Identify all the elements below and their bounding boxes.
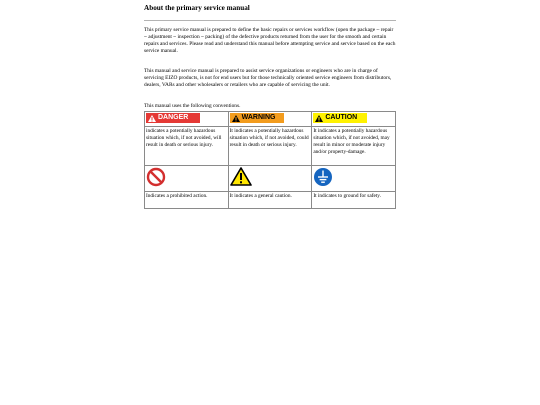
danger-description: indicates a potentially hazardous situation which, if not avoided, will result in death or serious injury. [145,127,229,166]
audience-paragraph: This manual and service manual is prepared to assist service organizations or engineers who are in charge of servicing EIZO products, is not for end users but for those technically oriented service engineers from distributors, dealers, VARs and other wholesalers or retailers who are capable of servicing the unit. [144,68,392,89]
ground-icon [313,167,333,187]
exclamation-triangle-icon [315,115,323,122]
caution-label: CAUTION [325,113,358,121]
danger-signal [146,113,200,123]
warning-signal [230,113,284,123]
exclamation-triangle-icon [232,115,240,122]
prohibited-icon [146,167,166,187]
warning-description: It indicates a potentially hazardous situation which, if not avoided, could result in death or serious injury. [228,127,312,166]
conventions-table [144,111,396,209]
exclamation-triangle-icon [148,115,156,122]
ground-symbol-cell [312,166,396,192]
ground-description: It indicates to ground for safety. [312,191,396,208]
title-divider [144,20,396,21]
danger-label: DANGER [158,113,189,121]
caution-label-cell [312,112,396,127]
page-title: About the primary service manual [144,4,250,12]
prohibited-description: Indicates a prohibited action. [145,191,229,208]
warning-label-cell [228,112,312,127]
caution-triangle-icon [230,167,252,186]
caution-signal [313,113,367,123]
caution-description: It indicates a potentially hazardous situation which, if not avoided, may result in minor or moderate injury and/or property-damage. [312,127,396,166]
general-caution-description: It indicates a general caution. [228,191,312,208]
prohibited-symbol-cell [145,166,229,192]
caution-symbol-cell [228,166,312,192]
danger-label-cell [145,112,229,127]
warning-label: WARNING [241,113,276,121]
intro-paragraph: This primary service manual is prepared to define the basic repairs or services workflow (open the package ~ repair ~ adjustment ~ inspection ~ packing) of the defective products returned from the user for the smooth and certain repairs and services. Please read and understand this manual before attempting service and service based on the each service manual. [144,27,396,55]
conventions-intro: This manual uses the following conventions. [144,103,241,109]
